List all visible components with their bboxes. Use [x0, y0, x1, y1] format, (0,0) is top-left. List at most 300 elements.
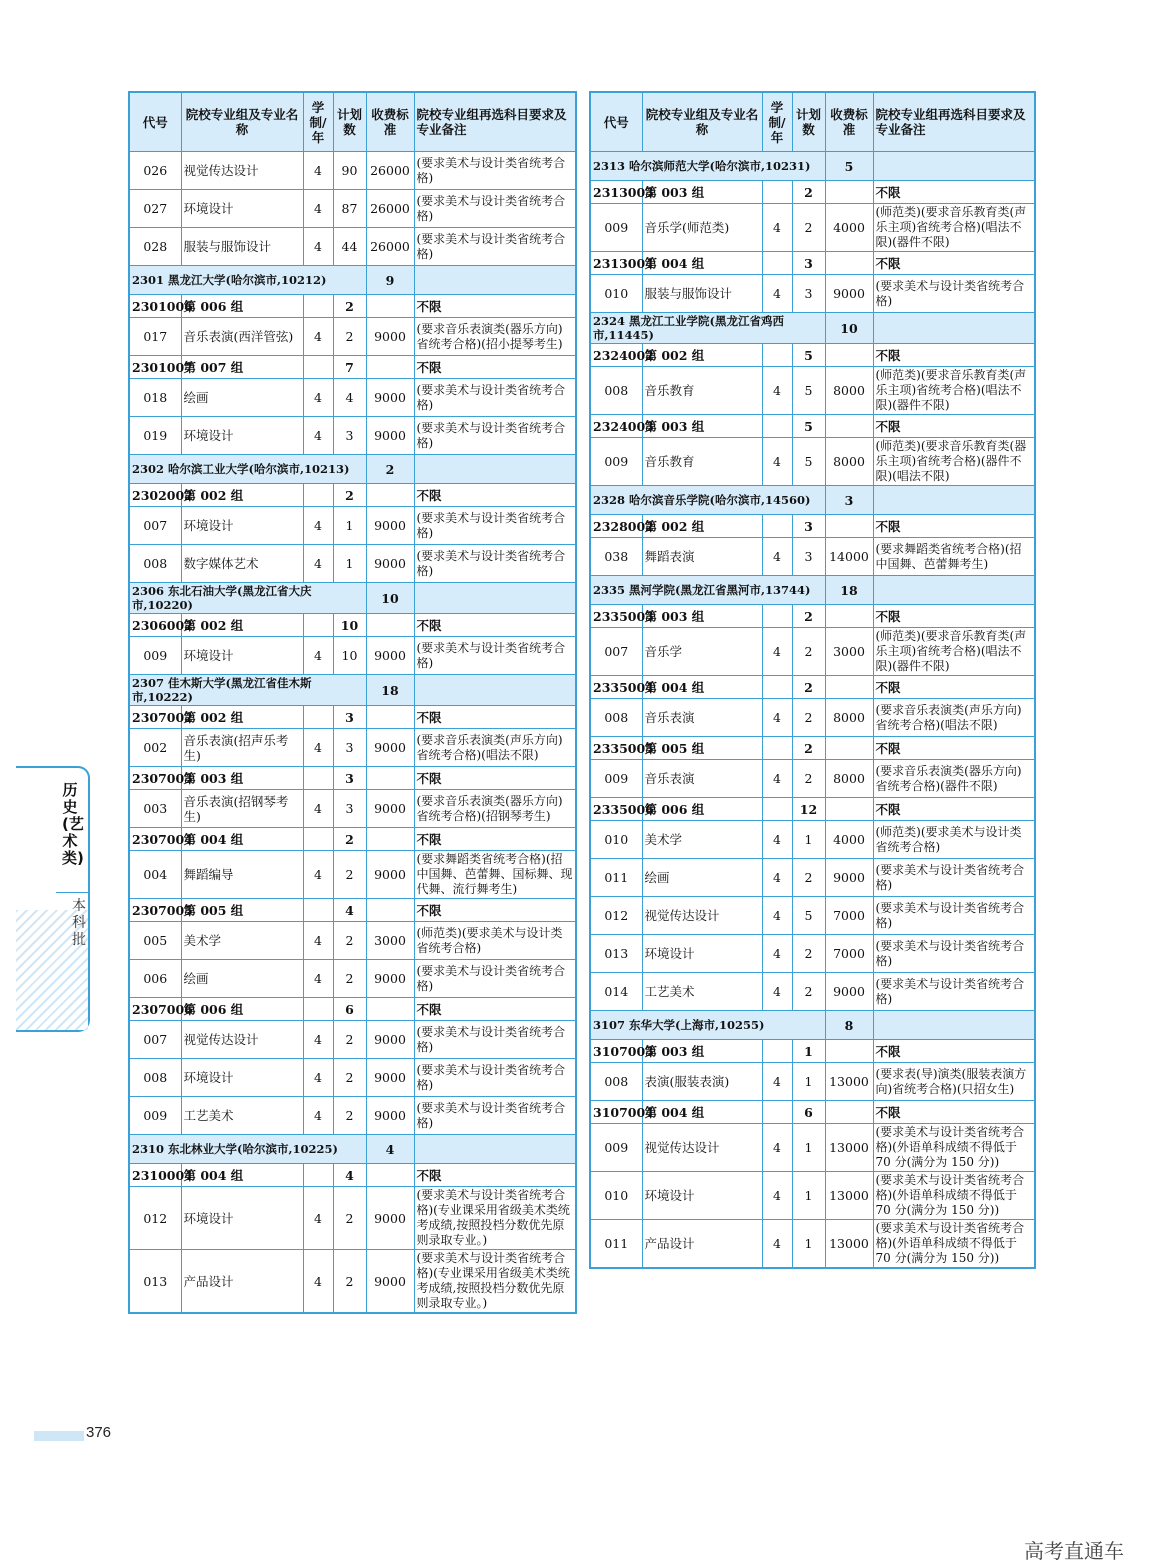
major-plan: 5	[792, 438, 825, 486]
page-number: 376	[86, 1424, 112, 1441]
school-blank	[414, 675, 576, 706]
group-fee	[366, 767, 414, 790]
major-years: 4	[303, 228, 333, 266]
major-code: 013	[590, 935, 642, 973]
major-note: (要求美术与设计类省统考合格)(外语单科成绩不得低于 70 分(满分为 150 分))	[873, 1220, 1035, 1269]
group-fee	[825, 605, 873, 628]
group-fee	[366, 356, 414, 379]
major-row	[129, 507, 576, 545]
group-row	[590, 515, 1035, 538]
group-code: 3107004	[590, 1101, 642, 1124]
major-name: 环境设计	[181, 1187, 303, 1250]
major-fee: 26000	[366, 190, 414, 228]
major-plan: 2	[792, 859, 825, 897]
major-note: (要求美术与设计类省统考合格)(专业课采用省级美术类统考成绩,按照投档分数优先原则录取专业。)	[414, 1187, 576, 1250]
major-fee: 9000	[366, 507, 414, 545]
major-note: (要求音乐表演类(器乐方向)省统考合格)(招小提琴考生)	[414, 318, 576, 356]
major-plan: 2	[333, 851, 366, 899]
group-years	[303, 1164, 333, 1187]
watermark: 高考直通车	[1024, 1539, 1124, 1563]
group-note: 不限	[873, 676, 1035, 699]
group-note: 不限	[873, 515, 1035, 538]
major-row	[129, 851, 576, 899]
group-note: 不限	[414, 828, 576, 851]
group-code: 2307003	[129, 767, 181, 790]
group-note: 不限	[414, 356, 576, 379]
major-note: (要求美术与设计类省统考合格)	[414, 1097, 576, 1135]
school-plan: 10	[825, 313, 873, 344]
group-code: 2301006	[129, 295, 181, 318]
major-fee: 9000	[366, 637, 414, 675]
major-row	[129, 960, 576, 998]
major-name: 表演(服装表演)	[642, 1063, 762, 1101]
major-fee: 9000	[825, 973, 873, 1011]
major-code: 028	[129, 228, 181, 266]
major-note: (要求美术与设计类省统考合格)	[873, 973, 1035, 1011]
table-body-left	[129, 152, 576, 1314]
major-name: 视觉传达设计	[642, 1124, 762, 1172]
major-note: (要求音乐表演类(器乐方向)省统考合格)(招钢琴考生)	[414, 790, 576, 828]
major-name: 视觉传达设计	[181, 152, 303, 190]
header-fee: 收费标准	[825, 92, 873, 152]
group-name: 第 005 组	[181, 899, 303, 922]
section-side-tab	[16, 766, 90, 1032]
group-plan: 12	[792, 798, 825, 821]
major-row	[129, 228, 576, 266]
major-plan: 10	[333, 637, 366, 675]
major-row	[590, 367, 1035, 415]
major-name: 产品设计	[642, 1220, 762, 1269]
major-note: (师范类)(要求美术与设计类省统考合格)	[873, 821, 1035, 859]
group-fee	[825, 344, 873, 367]
group-fee	[366, 484, 414, 507]
major-fee: 9000	[366, 1059, 414, 1097]
major-row	[590, 821, 1035, 859]
group-years	[303, 767, 333, 790]
group-fee	[366, 1164, 414, 1187]
header-fee: 收费标准	[366, 92, 414, 152]
major-years: 4	[762, 1220, 792, 1269]
group-note: 不限	[873, 1040, 1035, 1063]
major-fee: 7000	[825, 935, 873, 973]
major-years: 4	[762, 760, 792, 798]
major-row	[590, 1124, 1035, 1172]
school-plan: 10	[366, 583, 414, 614]
group-plan: 6	[333, 998, 366, 1021]
header-code: 代号	[129, 92, 181, 152]
group-row	[590, 181, 1035, 204]
group-note: 不限	[873, 798, 1035, 821]
major-row	[590, 973, 1035, 1011]
major-years: 4	[303, 851, 333, 899]
major-plan: 2	[333, 1097, 366, 1135]
major-row	[590, 275, 1035, 313]
header-name: 院校专业组及专业名称	[642, 92, 762, 152]
major-years: 4	[303, 545, 333, 583]
major-name: 工艺美术	[642, 973, 762, 1011]
group-years	[303, 356, 333, 379]
header-plan: 计划数	[333, 92, 366, 152]
major-code: 011	[590, 859, 642, 897]
major-plan: 87	[333, 190, 366, 228]
major-fee: 26000	[366, 152, 414, 190]
school-row	[590, 486, 1035, 515]
group-name: 第 003 组	[181, 767, 303, 790]
major-note: (要求美术与设计类省统考合格)	[414, 1059, 576, 1097]
major-years: 4	[303, 379, 333, 417]
school-row	[129, 583, 576, 614]
school-blank	[873, 313, 1035, 344]
major-code: 008	[590, 1063, 642, 1101]
school-row	[129, 675, 576, 706]
group-fee	[825, 1101, 873, 1124]
major-row	[590, 204, 1035, 252]
header-code: 代号	[590, 92, 642, 152]
major-code: 013	[129, 1250, 181, 1314]
major-years: 4	[762, 538, 792, 576]
group-years	[303, 828, 333, 851]
major-plan: 2	[333, 922, 366, 960]
major-plan: 3	[333, 790, 366, 828]
group-plan: 2	[792, 181, 825, 204]
group-name: 第 003 组	[642, 415, 762, 438]
school-plan: 4	[366, 1135, 414, 1164]
group-plan: 3	[792, 252, 825, 275]
group-row	[590, 1040, 1035, 1063]
group-years	[762, 252, 792, 275]
major-plan: 1	[792, 821, 825, 859]
header-plan: 计划数	[792, 92, 825, 152]
major-name: 环境设计	[642, 935, 762, 973]
group-years	[762, 415, 792, 438]
group-code: 2324003	[590, 415, 642, 438]
group-row	[129, 484, 576, 507]
major-note: (要求美术与设计类省统考合格)	[873, 935, 1035, 973]
group-note: 不限	[873, 1101, 1035, 1124]
major-note: (要求美术与设计类省统考合格)	[414, 637, 576, 675]
school-blank	[873, 486, 1035, 515]
major-note: (师范类)(要求音乐教育类(器乐主项)省统考合格)(器件不限)(唱法不限)	[873, 438, 1035, 486]
group-code: 2307002	[129, 706, 181, 729]
major-code: 007	[129, 507, 181, 545]
group-code: 2307006	[129, 998, 181, 1021]
major-code: 007	[590, 628, 642, 676]
group-code: 2335006	[590, 798, 642, 821]
major-fee: 9000	[366, 1021, 414, 1059]
group-plan: 7	[333, 356, 366, 379]
major-code: 012	[129, 1187, 181, 1250]
major-row	[590, 935, 1035, 973]
major-name: 音乐学	[642, 628, 762, 676]
major-note: (要求美术与设计类省统考合格)	[873, 897, 1035, 935]
major-fee: 14000	[825, 538, 873, 576]
major-row	[129, 1187, 576, 1250]
major-years: 4	[762, 1063, 792, 1101]
group-name: 第 006 组	[642, 798, 762, 821]
major-code: 017	[129, 318, 181, 356]
major-note: (要求音乐表演类(器乐方向)省统考合格)(器件不限)	[873, 760, 1035, 798]
group-plan: 2	[792, 737, 825, 760]
major-note: (要求美术与设计类省统考合格)	[873, 275, 1035, 313]
school-name: 2310 东北林业大学(哈尔滨市,10225)	[129, 1135, 366, 1164]
group-years	[303, 706, 333, 729]
major-row	[590, 438, 1035, 486]
major-note: (要求表(导)演类(服装表演方向)省统考合格)(只招女生)	[873, 1063, 1035, 1101]
major-years: 4	[762, 1124, 792, 1172]
major-row	[590, 699, 1035, 737]
major-years: 4	[303, 507, 333, 545]
major-row	[129, 1021, 576, 1059]
major-name: 音乐教育	[642, 367, 762, 415]
major-name: 舞蹈表演	[642, 538, 762, 576]
major-plan: 1	[792, 1124, 825, 1172]
group-name: 第 004 组	[642, 676, 762, 699]
group-note: 不限	[414, 614, 576, 637]
major-plan: 2	[333, 1021, 366, 1059]
group-row	[590, 676, 1035, 699]
major-name: 音乐表演(招声乐考生)	[181, 729, 303, 767]
major-code: 009	[590, 760, 642, 798]
major-years: 4	[762, 367, 792, 415]
major-plan: 2	[792, 699, 825, 737]
major-years: 4	[303, 1250, 333, 1314]
major-name: 舞蹈编导	[181, 851, 303, 899]
group-row	[129, 295, 576, 318]
major-row	[129, 318, 576, 356]
group-name: 第 002 组	[181, 706, 303, 729]
school-plan: 8	[825, 1011, 873, 1040]
group-note: 不限	[414, 899, 576, 922]
group-years	[762, 515, 792, 538]
group-note: 不限	[414, 484, 576, 507]
major-years: 4	[303, 922, 333, 960]
major-plan: 3	[792, 538, 825, 576]
major-note: (要求美术与设计类省统考合格)	[414, 960, 576, 998]
major-plan: 1	[792, 1063, 825, 1101]
group-name: 第 006 组	[181, 295, 303, 318]
group-name: 第 004 组	[181, 828, 303, 851]
group-row	[129, 998, 576, 1021]
group-code: 2328002	[590, 515, 642, 538]
major-note: (要求美术与设计类省统考合格)(外语单科成绩不得低于 70 分(满分为 150 分))	[873, 1172, 1035, 1220]
group-name: 第 007 组	[181, 356, 303, 379]
group-code: 3107003	[590, 1040, 642, 1063]
major-code: 009	[129, 637, 181, 675]
major-code: 009	[129, 1097, 181, 1135]
school-row	[590, 1011, 1035, 1040]
major-name: 环境设计	[181, 637, 303, 675]
major-name: 音乐表演	[642, 760, 762, 798]
group-fee	[825, 415, 873, 438]
group-row	[590, 605, 1035, 628]
major-name: 服装与服饰设计	[181, 228, 303, 266]
major-note: (要求美术与设计类省统考合格)	[414, 507, 576, 545]
major-fee: 9000	[366, 729, 414, 767]
group-years	[762, 1040, 792, 1063]
major-name: 数字媒体艺术	[181, 545, 303, 583]
group-plan: 3	[333, 706, 366, 729]
major-code: 009	[590, 204, 642, 252]
school-blank	[873, 576, 1035, 605]
school-blank	[414, 583, 576, 614]
major-fee: 9000	[825, 275, 873, 313]
major-row	[129, 152, 576, 190]
group-plan: 3	[333, 767, 366, 790]
major-row	[129, 729, 576, 767]
major-row	[129, 1059, 576, 1097]
admission-table-left	[128, 91, 577, 1314]
group-name: 第 002 组	[181, 484, 303, 507]
major-name: 服装与服饰设计	[642, 275, 762, 313]
major-fee: 9000	[366, 1250, 414, 1314]
major-note: (要求舞蹈类省统考合格)(招中国舞、芭蕾舞、国标舞、现代舞、流行舞考生)	[414, 851, 576, 899]
group-plan: 2	[792, 605, 825, 628]
major-years: 4	[762, 897, 792, 935]
group-name: 第 004 组	[642, 1101, 762, 1124]
group-years	[762, 181, 792, 204]
major-note: (要求舞蹈类省统考合格)(招中国舞、芭蕾舞考生)	[873, 538, 1035, 576]
major-plan: 5	[792, 897, 825, 935]
group-note: 不限	[414, 706, 576, 729]
major-fee: 9000	[366, 379, 414, 417]
major-note: (要求美术与设计类省统考合格)	[873, 859, 1035, 897]
major-fee: 9000	[366, 318, 414, 356]
major-name: 环境设计	[642, 1172, 762, 1220]
group-plan: 2	[792, 676, 825, 699]
major-years: 4	[303, 637, 333, 675]
major-years: 4	[303, 790, 333, 828]
major-code: 038	[590, 538, 642, 576]
school-name: 2313 哈尔滨师范大学(哈尔滨市,10231)	[590, 152, 825, 181]
group-name: 第 005 组	[642, 737, 762, 760]
major-years: 4	[762, 1172, 792, 1220]
group-fee	[825, 252, 873, 275]
group-row	[129, 767, 576, 790]
school-blank	[873, 1011, 1035, 1040]
major-name: 绘画	[642, 859, 762, 897]
major-code: 019	[129, 417, 181, 455]
major-code: 009	[590, 438, 642, 486]
group-row	[129, 614, 576, 637]
school-row	[590, 152, 1035, 181]
major-code: 006	[129, 960, 181, 998]
major-code: 012	[590, 897, 642, 935]
major-fee: 13000	[825, 1172, 873, 1220]
major-row	[590, 760, 1035, 798]
school-plan: 3	[825, 486, 873, 515]
group-row	[590, 737, 1035, 760]
major-name: 美术学	[181, 922, 303, 960]
group-row	[590, 415, 1035, 438]
major-plan: 1	[792, 1172, 825, 1220]
school-row	[590, 576, 1035, 605]
major-note: (要求音乐表演类(声乐方向)省统考合格)(唱法不限)	[873, 699, 1035, 737]
major-name: 视觉传达设计	[642, 897, 762, 935]
school-blank	[414, 455, 576, 484]
group-fee	[825, 181, 873, 204]
major-years: 4	[303, 152, 333, 190]
group-years	[762, 605, 792, 628]
major-code: 026	[129, 152, 181, 190]
major-plan: 2	[792, 935, 825, 973]
major-name: 环境设计	[181, 507, 303, 545]
major-plan: 90	[333, 152, 366, 190]
group-code: 2335004	[590, 676, 642, 699]
major-plan: 1	[333, 545, 366, 583]
group-row	[129, 1164, 576, 1187]
school-name: 2324 黑龙江工业学院(黑龙江省鸡西市,11445)	[590, 313, 825, 344]
major-years: 4	[762, 275, 792, 313]
major-code: 014	[590, 973, 642, 1011]
major-name: 音乐学(师范类)	[642, 204, 762, 252]
major-plan: 44	[333, 228, 366, 266]
group-note: 不限	[873, 737, 1035, 760]
header-years: 学制/年	[762, 92, 792, 152]
major-row	[590, 628, 1035, 676]
major-name: 视觉传达设计	[181, 1021, 303, 1059]
major-note: (要求美术与设计类省统考合格)	[414, 379, 576, 417]
major-plan: 2	[792, 973, 825, 1011]
school-name: 2335 黑河学院(黑龙江省黑河市,13744)	[590, 576, 825, 605]
group-code: 2310004	[129, 1164, 181, 1187]
major-name: 音乐表演(招钢琴考生)	[181, 790, 303, 828]
school-name: 2307 佳木斯大学(黑龙江省佳木斯市,10222)	[129, 675, 366, 706]
major-code: 002	[129, 729, 181, 767]
major-row	[129, 1250, 576, 1314]
group-fee	[366, 295, 414, 318]
group-fee	[366, 706, 414, 729]
group-row	[590, 252, 1035, 275]
group-code: 2307004	[129, 828, 181, 851]
major-row	[590, 897, 1035, 935]
major-fee: 26000	[366, 228, 414, 266]
group-code: 2313003	[590, 181, 642, 204]
major-code: 009	[590, 1124, 642, 1172]
major-row	[590, 538, 1035, 576]
group-row	[129, 706, 576, 729]
major-fee: 8000	[825, 699, 873, 737]
group-years	[303, 484, 333, 507]
major-row	[129, 922, 576, 960]
group-note: 不限	[873, 344, 1035, 367]
group-fee	[366, 899, 414, 922]
school-plan: 2	[366, 455, 414, 484]
major-years: 4	[762, 935, 792, 973]
major-fee: 9000	[366, 417, 414, 455]
major-years: 4	[303, 417, 333, 455]
major-row	[129, 417, 576, 455]
major-row	[129, 1097, 576, 1135]
group-fee	[825, 798, 873, 821]
major-note: (要求美术与设计类省统考合格)(专业课采用省级美术类统考成绩,按照投档分数优先原则录取专业。)	[414, 1250, 576, 1314]
group-fee	[825, 676, 873, 699]
group-row	[129, 828, 576, 851]
major-note: (要求美术与设计类省统考合格)	[414, 417, 576, 455]
major-note: (要求美术与设计类省统考合格)	[414, 152, 576, 190]
group-code: 2306002	[129, 614, 181, 637]
group-plan: 10	[333, 614, 366, 637]
school-row	[590, 313, 1035, 344]
major-code: 018	[129, 379, 181, 417]
major-fee: 9000	[366, 1097, 414, 1135]
major-years: 4	[303, 190, 333, 228]
major-row	[590, 1063, 1035, 1101]
school-plan: 9	[366, 266, 414, 295]
major-note: (要求美术与设计类省统考合格)	[414, 1021, 576, 1059]
group-name: 第 003 组	[642, 181, 762, 204]
major-fee: 9000	[366, 851, 414, 899]
school-name: 3107 东华大学(上海市,10255)	[590, 1011, 825, 1040]
